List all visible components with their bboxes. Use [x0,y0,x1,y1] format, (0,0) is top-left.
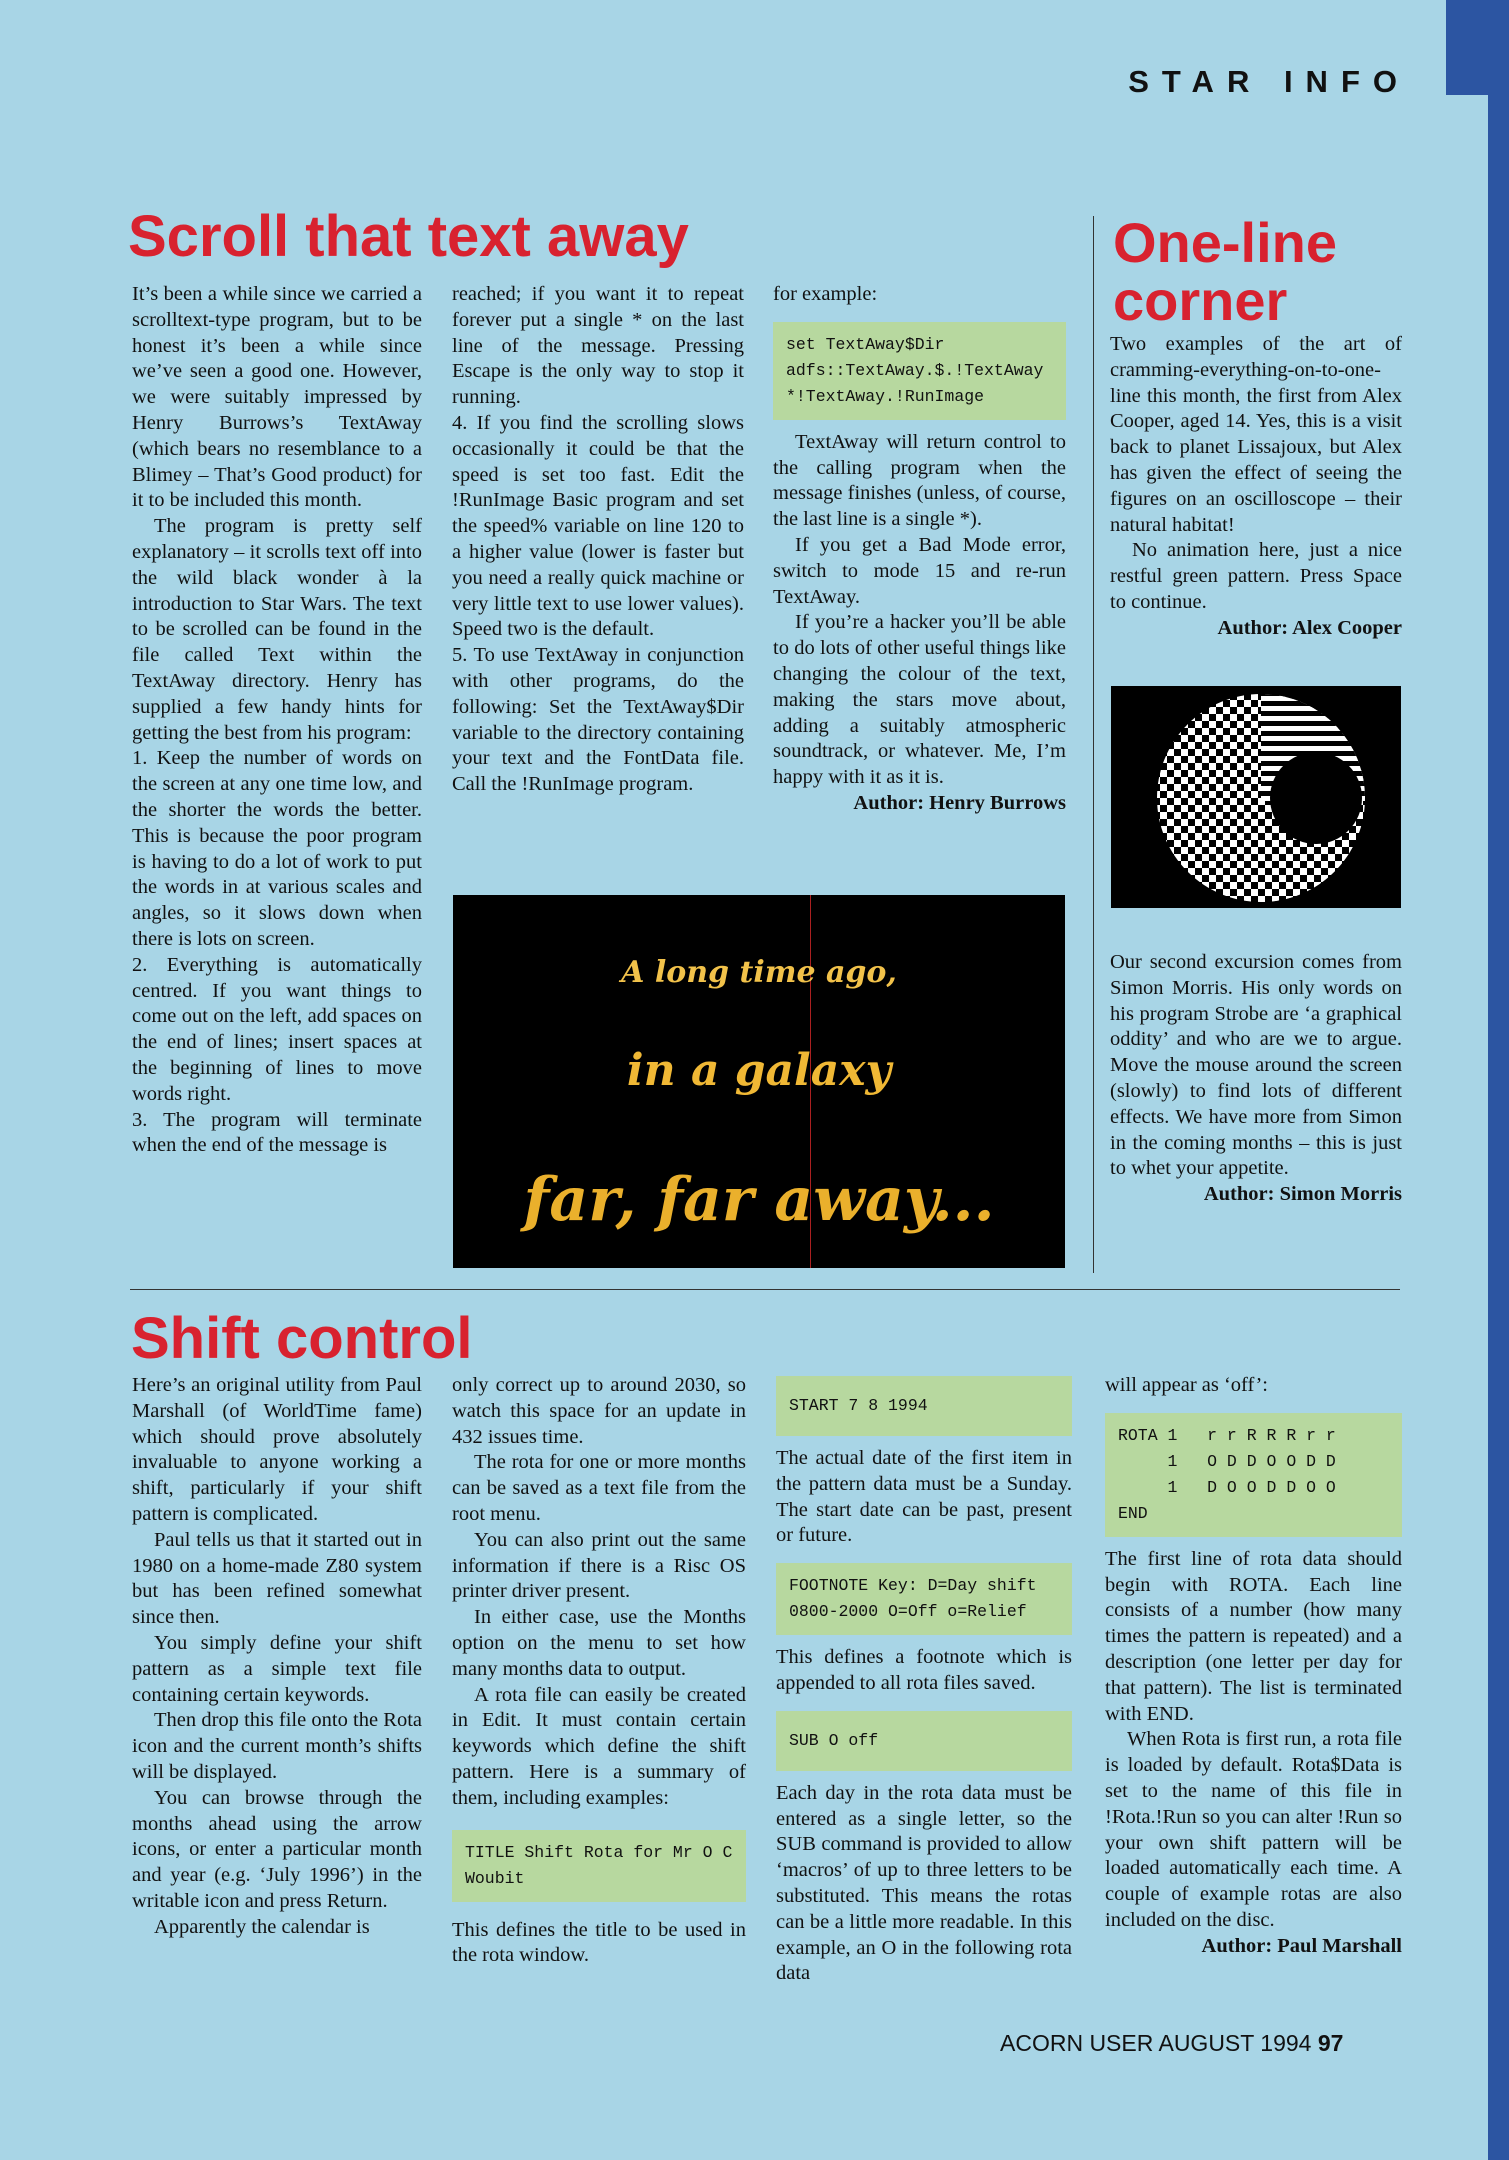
paragraph: 5. To use TextAway in conjunction with other programs, do the following: Set the TextAway$Dir variable to the directory containing your text and the FontData file. Call the !RunImage program. [452,644,744,796]
article1-column-3 [773,282,1066,817]
code-block: set TextAway$Dir adfs::TextAway.$.!TextAway *!TextAway.!RunImage [773,322,1066,420]
publication-issue: ACORN USER AUGUST 1994 [1000,2030,1312,2056]
article-title-oneline [1113,211,1338,332]
paragraph: TextAway will return control to the calling program when the message finishes (unless, of course, the last line is a single *). [773,430,1066,531]
paragraph: Apparently the calendar is [154,1915,370,1938]
page-edge-strip [1488,0,1509,2160]
paragraph: Each day in the rota data must be entered as a single letter, so the SUB command is provided to allow ‘macros’ of up to three letters to be substituted. This means the rotas can be a little more readable. In this example, an O in the following rota data [776,1781,1072,1985]
code-block: START 7 8 1994 [776,1376,1072,1436]
paragraph: for example: [773,283,878,305]
screen-text-line: A long time ago, [621,955,897,990]
code-block: SUB O off [776,1711,1072,1771]
section-divider [130,1289,1400,1290]
code-block: ROTA 1 r r R R R r r 1 O D D O O D D 1 D O O D D O O END [1105,1413,1402,1537]
paragraph: 3. The program will terminate when the end of the message is [132,1108,422,1157]
paragraph: You can browse through the months ahead using the arrow icons, or enter a particular month and year (e.g. ‘July 1996’) in the writable icon and press Return. [132,1786,422,1912]
section-header: STAR INFO [1128,64,1410,99]
article3-column-3 [776,1376,1072,1987]
article-title-scroll: Scroll that text away [128,204,689,269]
paragraph: In either case, use the Months option on the menu to set how many months data to output. [452,1606,746,1680]
article1-column-1 [132,282,422,1159]
paragraph: No animation here, just a nice restful green pattern. Press Space to continue. [1110,539,1402,613]
paragraph: A rota file can easily be created in Edit. It must contain certain keywords which define the shift pattern. Here is a summary of them, including examples: [452,1683,746,1809]
title-line: corner [1113,269,1288,332]
screen-text-line: far, far away... [523,1165,995,1235]
paragraph: If you get a Bad Mode error, switch to mode 15 and re-run TextAway. [773,533,1066,608]
title-line: One-line [1113,211,1338,274]
column-divider [1093,216,1094,1273]
author-credit: Author: Paul Marshall [1201,1934,1402,1957]
page-edge-tab [1446,0,1509,95]
article3-column-1 [132,1373,422,1941]
paragraph: You can also print out the same information if there is a Risc OS printer driver present. [452,1528,746,1603]
article3-column-2 [452,1373,746,1969]
code-block: TITLE Shift Rota for Mr O C Woubit [452,1830,746,1902]
paragraph: This defines a footnote which is appended to all rota files saved. [776,1646,1072,1694]
paragraph: When Rota is first run, a rota file is loaded by default. Rota$Data is set to the name of this file in !Rota.!Run so you can alter !Run so your own shift pattern will be loaded automatically each time. A couple of example rotas are also included on the disc. [1105,1728,1402,1931]
paragraph: Paul tells us that it started out in 1980 on a home-made Z80 system but has been refined somewhat since then. [132,1528,422,1629]
paragraph: The rota for one or more months can be saved as a text file from the root menu. [452,1451,746,1525]
paragraph: The program is pretty self explanatory – it scrolls text off into the wild black wonder à la introduction to Star Wars. The text to be scrolled can be found in the file called Text within the TextAway directory. Henry has supplied a few handy hints for getting the best from his program: [132,515,422,744]
paragraph: only correct up to around 2030, so watch this space for an update in 432 issues time. [452,1374,746,1448]
article2-column-top [1110,332,1402,642]
screen-text-line: in a galaxy [626,1045,892,1096]
article-title-shift: Shift control [131,1306,473,1371]
checkered-sphere-graphic [1111,686,1401,908]
paragraph: The first line of rota data should begin with ROTA. Each line consists of a number (how many times the pattern is repeated) and a description (one letter per day for that pattern). The list is terminated with END. [1105,1547,1402,1725]
paragraph: reached; if you want it to repeat forever put a single * on the last line of the message. Pressing Escape is the only way to stop it running. [452,283,744,409]
paragraph: 2. Everything is automatically centred. If you want things to come out on the left, add spaces on the end of lines; insert spaces at the beginning of lines to move words right. [132,953,422,1105]
paragraph: Here’s an original utility from Paul Marshall (of WorldTime fame) which should prove absolutely invaluable to anyone working a shift, particularly if your shift pattern is complicated. [132,1374,422,1525]
article1-column-2 [452,282,744,798]
paragraph: Then drop this file onto the Rota icon and the current month’s shifts will be displayed. [132,1709,422,1783]
page-number: 97 [1317,2030,1344,2056]
paragraph: This defines the title to be used in the rota window. [452,1918,746,1967]
paragraph: Our second excursion comes from Simon Morris. His only words on his program Strobe are ‘a graphical oddity’ and who are we to argue. Move the mouse around the screen (slowly) to find lots of different effects. We have more from Simon in the coming months – this is just to whet your appetite. [1110,951,1402,1180]
starwars-screenshot [453,895,1065,1268]
author-credit: Author: Henry Burrows [853,791,1066,814]
paragraph: 1. Keep the number of words on the screen at any one time low, and the shorter the words the better. This is because the poor program is having to do a lot of work to put the words in at various scales and angles, so it slows down when there is lots on screen. [132,747,422,950]
paragraph: The actual date of the first item in the pattern data must be a Sunday. The start date can be past, present or future. [776,1447,1072,1547]
paragraph: You simply define your shift pattern as a simple text file containing certain keywords. [132,1631,422,1706]
article3-column-4 [1105,1373,1402,1960]
article2-column-bottom [1110,950,1402,1208]
paragraph: If you’re a hacker you’ll be able to do lots of other useful things like changing the colour of the text, making the stars move about, adding a suitably atmospheric soundtrack, or whatever. Me, I’m happy with it as it is. [773,611,1066,789]
code-block: FOOTNOTE Key: D=Day shift 0800-2000 O=Off o=Relief [776,1563,1072,1635]
paragraph: will appear as ‘off’: [1105,1374,1268,1396]
author-credit: Author: Alex Cooper [1217,616,1402,639]
page-footer [1000,2030,1460,2057]
paragraph: 4. If you find the scrolling slows occasionally it could be that the speed is set too fast. Edit the !RunImage Basic program and set the speed% variable on line 120 to a higher value (lower is faster but you need a really quick machine or very little text to use lower values). Speed two is the default. [452,411,744,641]
lissajous-screenshot [1111,686,1401,908]
paragraph: Two examples of the art of cramming-everything-on-to-one-line this month, the first from Alex Cooper, aged 14. Yes, this is a visit back to planet Lissajoux, but Alex has given the effect of seeing the figures on an oscilloscope – their natural habitat! [1110,333,1402,536]
author-credit: Author: Simon Morris [1203,1183,1402,1206]
paragraph: It’s been a while since we carried a scrolltext-type program, but to be honest it’s been a while since we’ve seen a good one. However, we were suitably impressed by Henry Burrows’s TextAway (which bears no resemblance to a Blimey – That’s Good product) for it to be included this month. [132,283,422,512]
